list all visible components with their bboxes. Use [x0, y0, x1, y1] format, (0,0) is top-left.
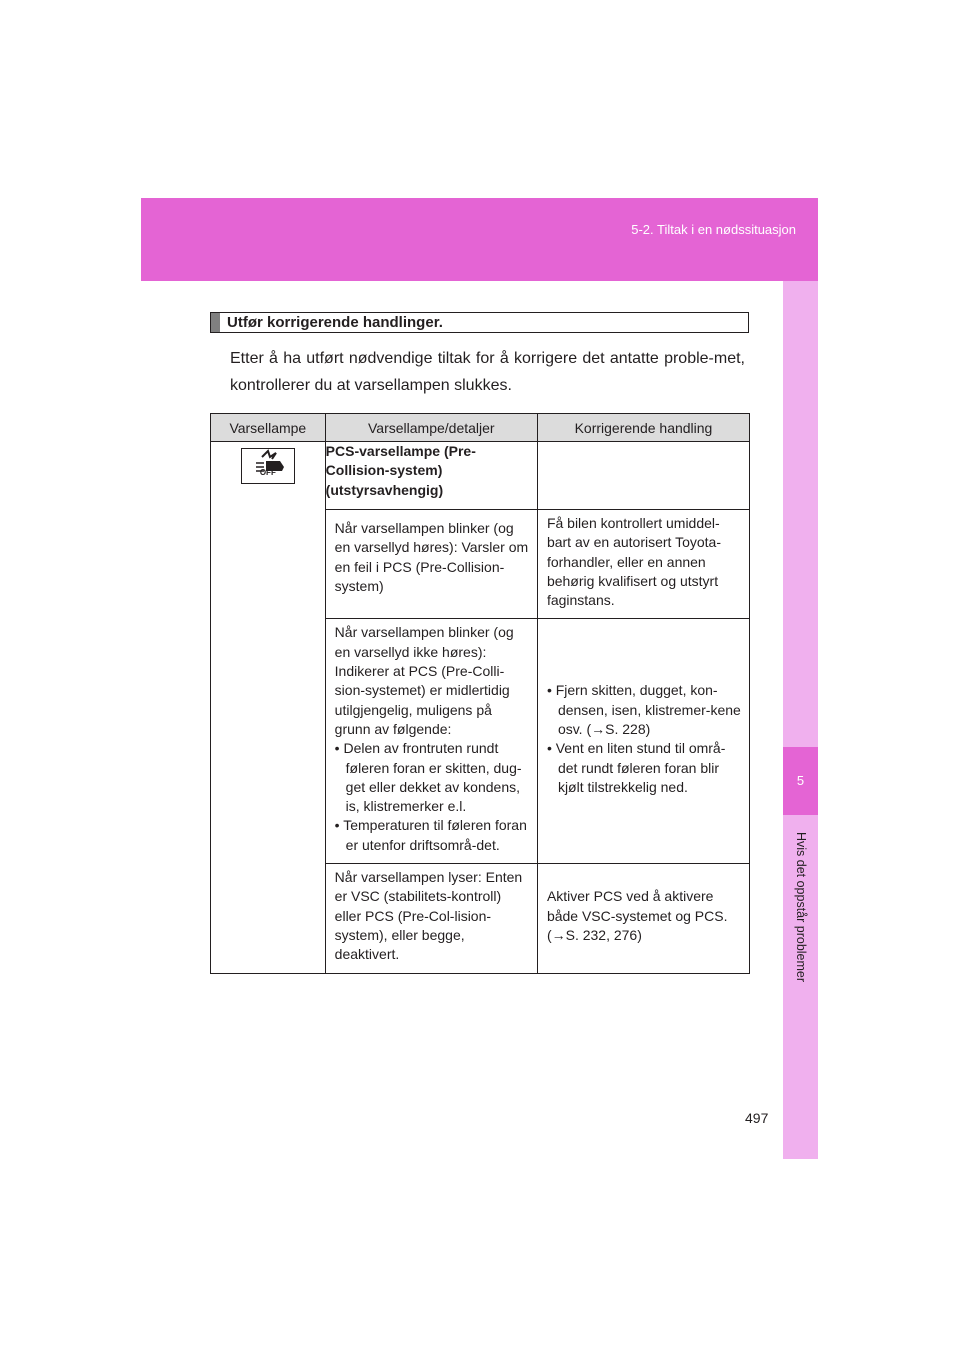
col-header-details: Varsellampe/detaljer — [325, 414, 537, 442]
action-cell — [537, 510, 749, 619]
table-header-row — [211, 414, 750, 442]
action-cell — [537, 864, 749, 973]
action-bullet: • Vent en liten stund til områ-det rundt føleren foran blir kjølt tilstrekkelig ned. — [546, 740, 726, 795]
action-cell — [537, 619, 749, 864]
warning-table — [210, 413, 750, 974]
chapter-label — [783, 815, 818, 1015]
heading-bar — [211, 313, 220, 332]
heading-text: Utfør korrigerende handlinger. — [227, 314, 443, 331]
table-row — [211, 442, 750, 510]
detail-text: Når varsellampen lyser: Enten er VSC (stabilitets-kontroll) eller PCS (Pre-Col-lision-system), eller begge, deaktivert. — [334, 869, 523, 963]
detail-bullet: • Delen av frontruten rundt føleren foran er skitten, dug-get eller dekket av kondens, is, klistremerker e.l. — [334, 740, 522, 815]
intro-paragraph: Etter å ha utført nødvendige tiltak for å korrigere det antatte proble-met, kontrollerer du at varsellampen slukkes. — [230, 350, 745, 394]
icon-cell — [211, 442, 326, 974]
section-heading — [210, 312, 749, 333]
detail-block — [326, 619, 537, 863]
detail-cell — [325, 619, 537, 864]
detail-text: Når varsellampen blinker (og en varsellyd høres): Varsler om en feil i PCS (Pre-Collision-system) — [334, 520, 529, 594]
chapter-title: Hvis det oppstår problemer — [793, 831, 808, 983]
pcs-off-label: OFF — [259, 467, 276, 477]
action-block — [538, 677, 749, 805]
page-number: 497 — [745, 1110, 769, 1126]
detail-text: Når varsellampen blinker (og en varsellyd ikke høres): Indikerer at PCS (Pre-Colli-sion-systemet) er midlertidig utilgjengelig, muligens på grunn av følgende: — [334, 624, 514, 737]
action-text: Få bilen kontrollert umiddel-bart av en autorisert Toyota-forhandler, eller en annen behørig kvalifisert og utstyrt faginstans. — [546, 515, 721, 609]
action-text: Aktiver PCS ved å aktivere både VSC-systemet og PCS. (→S. 232, 276) — [546, 888, 728, 943]
chapter-number: 5 — [783, 747, 818, 815]
col-header-lamp: Varsellampe — [211, 414, 326, 442]
col-header-action: Korrigerende handling — [537, 414, 749, 442]
side-strip — [783, 281, 818, 1159]
empty-cell — [537, 442, 749, 510]
pcs-off-icon — [241, 448, 295, 484]
section-title: 5-2. Tiltak i en nødssituasjon — [631, 222, 796, 237]
detail-cell — [325, 864, 537, 973]
header-band — [141, 198, 818, 281]
action-bullet: • Fjern skitten, dugget, kon-densen, isen, klistremer-kene osv. (→S. 228) — [546, 682, 741, 737]
lamp-title: PCS-varsellampe (Pre-Collision-system) (utstyrsavhengig) — [325, 442, 537, 510]
detail-bullet: • Temperaturen til føleren foran er utenfor driftsområ-det. — [334, 817, 527, 853]
detail-cell — [325, 510, 537, 619]
